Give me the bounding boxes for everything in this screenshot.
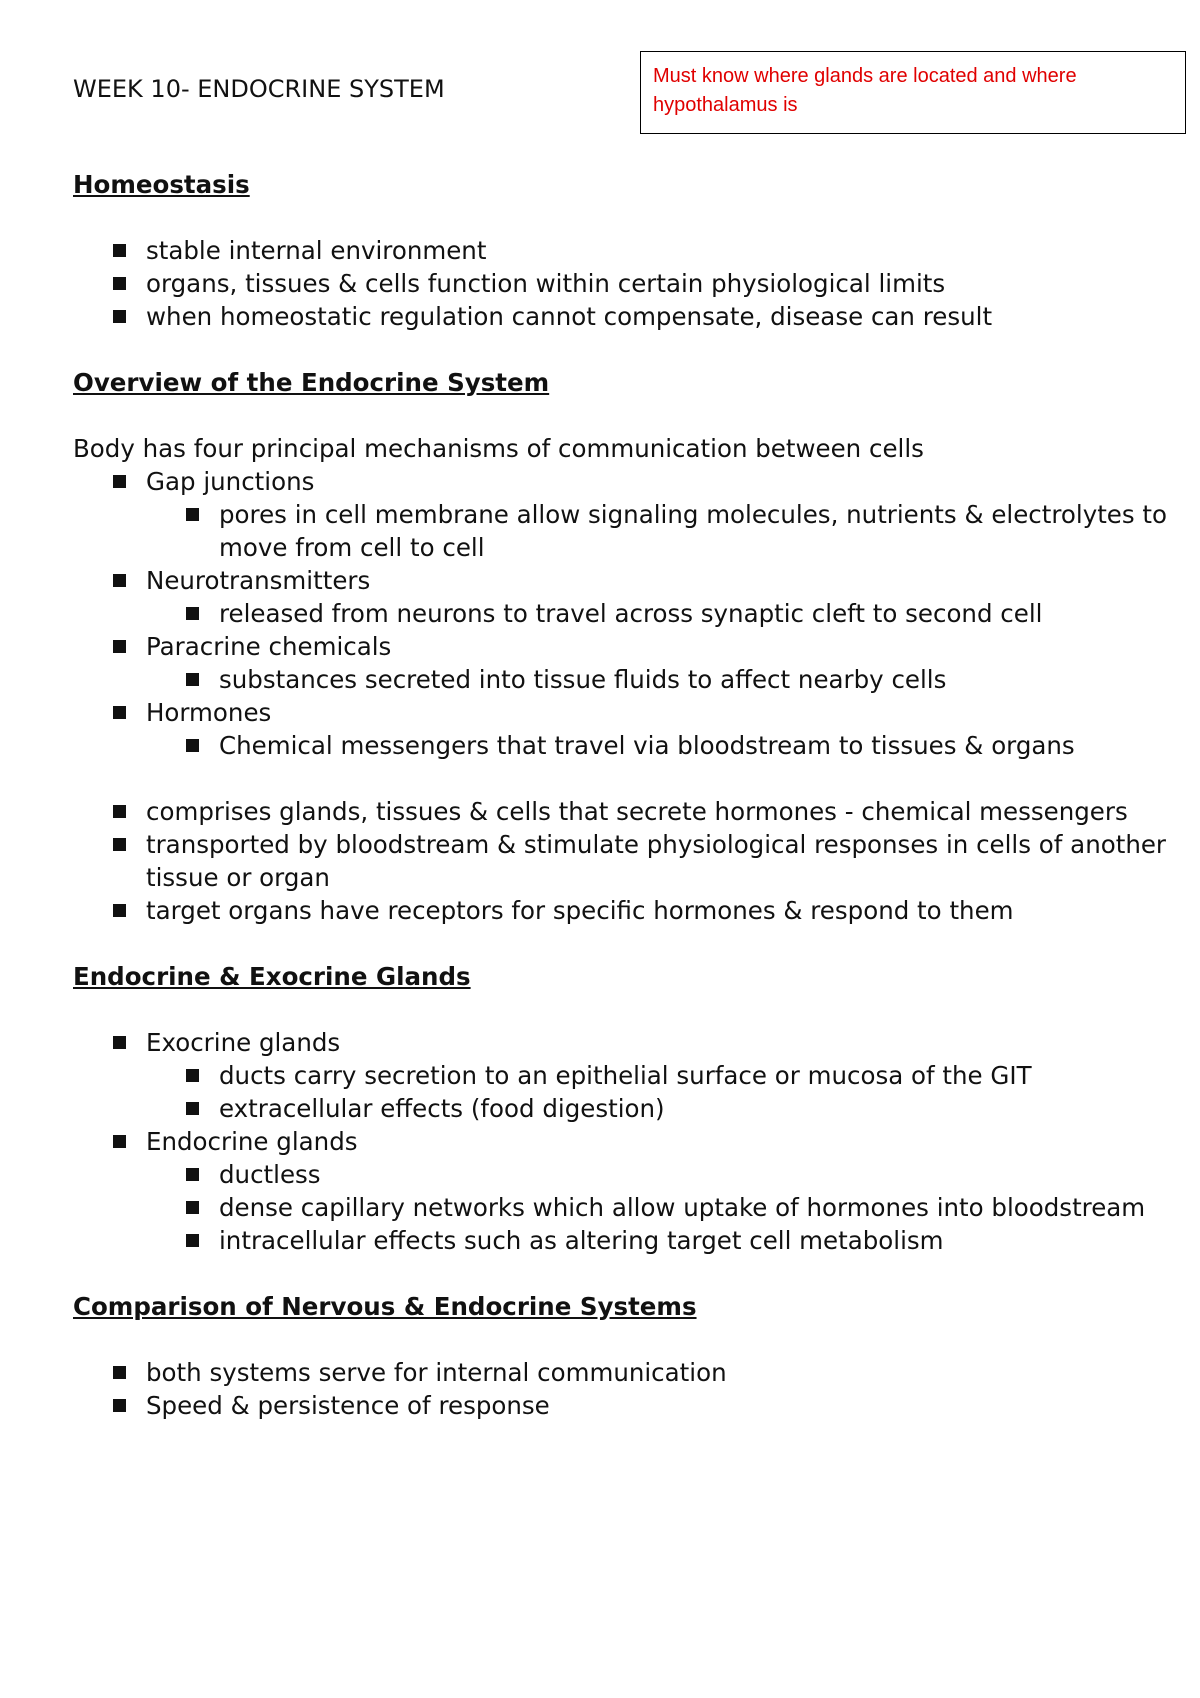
square-bullet-icon	[113, 277, 126, 290]
list-item: Gap junctions	[73, 465, 1173, 498]
document-body	[73, 168, 1173, 1422]
homeostasis-list	[73, 234, 1173, 333]
square-bullet-icon	[113, 574, 126, 587]
heading-glands: Endocrine & Exocrine Glands	[73, 962, 471, 991]
list-subitem: released from neurons to travel across synaptic cleft to second cell	[73, 597, 1173, 630]
square-bullet-icon	[186, 1168, 199, 1181]
list-item: Exocrine glands	[73, 1026, 1173, 1059]
overview-intro: Body has four principal mechanisms of communication between cells	[73, 434, 924, 463]
square-bullet-icon	[113, 1036, 126, 1049]
list-item: when homeostatic regulation cannot compensate, disease can result	[73, 300, 1173, 333]
list-item: target organs have receptors for specific hormones & respond to them	[73, 894, 1173, 927]
square-bullet-icon	[113, 805, 126, 818]
page-title: WEEK 10- ENDOCRINE SYSTEM	[73, 75, 445, 103]
square-bullet-icon	[113, 904, 126, 917]
list-item: stable internal environment	[73, 234, 1173, 267]
square-bullet-icon	[113, 244, 126, 257]
list-item: comprises glands, tissues & cells that secrete hormones - chemical messengers	[73, 795, 1173, 828]
heading-overview: Overview of the Endocrine System	[73, 368, 550, 397]
list-subitem: dense capillary networks which allow uptake of hormones into bloodstream	[73, 1191, 1173, 1224]
list-item: Speed & persistence of response	[73, 1389, 1173, 1422]
square-bullet-icon	[113, 640, 126, 653]
list-item: organs, tissues & cells function within certain physiological limits	[73, 267, 1173, 300]
square-bullet-icon	[186, 673, 199, 686]
comparison-list	[73, 1356, 1173, 1422]
square-bullet-icon	[186, 1102, 199, 1115]
square-bullet-icon	[186, 739, 199, 752]
heading-homeostasis: Homeostasis	[73, 170, 250, 199]
square-bullet-icon	[186, 1201, 199, 1214]
list-item: both systems serve for internal communication	[73, 1356, 1173, 1389]
list-subitem: intracellular effects such as altering target cell metabolism	[73, 1224, 1173, 1257]
square-bullet-icon	[113, 310, 126, 323]
mechanisms-list	[73, 465, 1173, 762]
list-subitem: pores in cell membrane allow signaling molecules, nutrients & electrolytes to move from cell to cell	[73, 498, 1173, 564]
square-bullet-icon	[186, 508, 199, 521]
list-subitem: extracellular effects (food digestion)	[73, 1092, 1173, 1125]
square-bullet-icon	[113, 1366, 126, 1379]
square-bullet-icon	[186, 607, 199, 620]
list-item: Endocrine glands	[73, 1125, 1173, 1158]
list-subitem: ductless	[73, 1158, 1173, 1191]
square-bullet-icon	[113, 706, 126, 719]
list-subitem: substances secreted into tissue fluids to affect nearby cells	[73, 663, 1173, 696]
overview-points-list	[73, 795, 1173, 927]
list-item: Neurotransmitters	[73, 564, 1173, 597]
square-bullet-icon	[113, 1399, 126, 1412]
list-subitem: Chemical messengers that travel via bloodstream to tissues & organs	[73, 729, 1173, 762]
square-bullet-icon	[186, 1234, 199, 1247]
list-subitem: ducts carry secretion to an epithelial surface or mucosa of the GIT	[73, 1059, 1173, 1092]
square-bullet-icon	[186, 1069, 199, 1082]
heading-comparison: Comparison of Nervous & Endocrine Systems	[73, 1292, 697, 1321]
list-item: Hormones	[73, 696, 1173, 729]
square-bullet-icon	[113, 475, 126, 488]
annotation-note-box: Must know where glands are located and where hypothalamus is	[640, 51, 1186, 134]
list-item: Paracrine chemicals	[73, 630, 1173, 663]
square-bullet-icon	[113, 838, 126, 851]
square-bullet-icon	[113, 1135, 126, 1148]
glands-list	[73, 1026, 1173, 1257]
list-item: transported by bloodstream & stimulate physiological responses in cells of another tissue or organ	[73, 828, 1173, 894]
